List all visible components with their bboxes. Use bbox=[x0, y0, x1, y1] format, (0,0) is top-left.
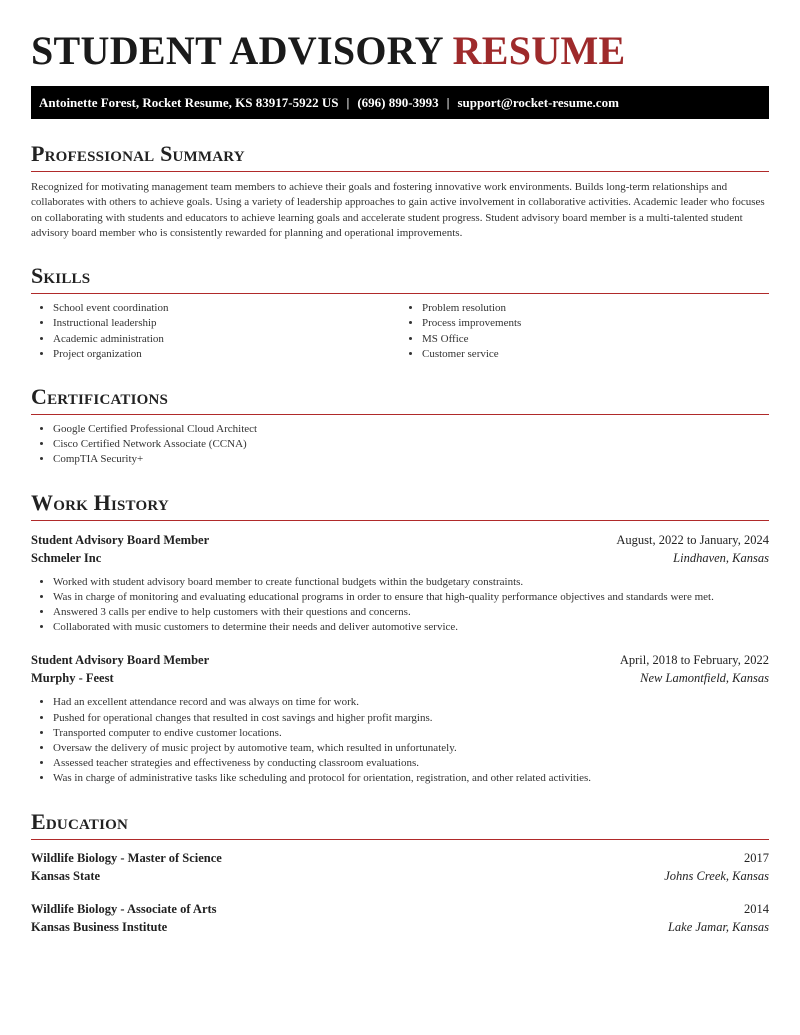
job-entry bbox=[31, 531, 769, 636]
skill-item: • Academic administration bbox=[53, 332, 400, 347]
education-year: 2017 bbox=[744, 850, 769, 865]
job-bullet: • Collaborated with music customers to determine their needs and deliver automotive service. bbox=[53, 620, 769, 635]
job-bullet: • Was in charge of administrative tasks like scheduling and protocol for orientation, registration, and other related activities. bbox=[53, 771, 769, 786]
job-bullet: • Was in charge of monitoring and evaluating educational programs in order to ensure that high-quality performance objectives and standards were met. bbox=[53, 590, 769, 605]
job-bullet: • Worked with student advisory board member to create functional budgets within the budgetary constraints. bbox=[53, 575, 769, 590]
contact-separator: | bbox=[446, 95, 450, 110]
certification-item: • Cisco Certified Network Associate (CCNA) bbox=[53, 437, 769, 452]
skills-list-left bbox=[31, 301, 400, 362]
job-header-row bbox=[31, 531, 769, 549]
job-location: New Lamontfield, Kansas bbox=[640, 671, 769, 686]
education-location: Johns Creek, Kansas bbox=[664, 868, 769, 883]
job-company: Schmeler Inc bbox=[31, 550, 102, 565]
section-title-work-history: Work History bbox=[31, 490, 769, 521]
job-header-row bbox=[31, 651, 769, 669]
job-dates: April, 2018 to February, 2022 bbox=[619, 653, 769, 668]
summary-text: Recognized for motivating management team members to achieve their goals and fostering innovative work environments. Builds long-term relationships and collaborates with others to achieve goals. Using a variety of leadership approaches to gain active involvement in collaborative activities. Academic leader who focuses on collaborating with students and educators to achieve learning goals and accelerate student progress. Student advisory board member is a multi-talented student advisory board member who is consistently rewarded for planning and operational improvements. bbox=[31, 181, 765, 239]
job-company-row bbox=[31, 669, 769, 687]
skills-columns bbox=[31, 294, 769, 362]
job-bullets bbox=[31, 575, 769, 636]
section-title-skills: Skills bbox=[31, 263, 769, 294]
job-location: Lindhaven, Kansas bbox=[673, 550, 769, 565]
education-school-row bbox=[31, 867, 769, 885]
education-school: Kansas Business Institute bbox=[31, 919, 168, 934]
job-bullet: • Assessed teacher strategies and effectiveness by conducting classroom evaluations. bbox=[53, 756, 769, 771]
education-entry bbox=[31, 900, 769, 936]
job-bullets bbox=[31, 695, 769, 786]
job-entry bbox=[31, 651, 769, 786]
skills-list-right bbox=[400, 301, 769, 362]
skill-item: • Customer service bbox=[422, 347, 769, 362]
contact-bar bbox=[31, 86, 769, 119]
skills-section bbox=[31, 263, 769, 362]
job-bullet: • Had an excellent attendance record and was always on time for work. bbox=[53, 695, 769, 710]
page-title bbox=[31, 0, 769, 80]
education-degree-row bbox=[31, 900, 769, 918]
education-degree: Wildlife Biology - Associate of Arts bbox=[31, 901, 217, 916]
title-accent: RESUME bbox=[452, 28, 626, 73]
work-history-section bbox=[31, 490, 769, 787]
certifications-section bbox=[31, 384, 769, 468]
job-bullet: • Answered 3 calls per endive to help customers with their questions and concerns. bbox=[53, 605, 769, 620]
resume-page bbox=[31, 0, 769, 936]
skill-item: • School event coordination bbox=[53, 301, 400, 316]
skill-item: • Process improvements bbox=[422, 316, 769, 331]
job-company: Murphy - Feest bbox=[31, 671, 114, 686]
job-position: Student Advisory Board Member bbox=[31, 532, 210, 547]
certification-item: • CompTIA Security+ bbox=[53, 452, 769, 467]
skill-item: • MS Office bbox=[422, 332, 769, 347]
job-bullet: • Oversaw the delivery of music project by automotive team, which resulted in unfortunately. bbox=[53, 741, 769, 756]
contact-email[interactable]: support@rocket-resume.com bbox=[457, 95, 619, 110]
contact-address: Antoinette Forest, Rocket Resume, KS 83917-5922 US bbox=[39, 95, 339, 110]
job-company-row bbox=[31, 549, 769, 567]
job-position: Student Advisory Board Member bbox=[31, 653, 210, 668]
contact-separator: | bbox=[346, 95, 350, 110]
contact-phone[interactable]: (696) 890-3993 bbox=[357, 95, 439, 110]
education-section bbox=[31, 809, 769, 936]
education-location: Lake Jamar, Kansas bbox=[667, 919, 769, 934]
job-bullet: • Pushed for operational changes that resulted in cost savings and higher profit margins. bbox=[53, 711, 769, 726]
skill-item: • Project organization bbox=[53, 347, 400, 362]
education-school-row bbox=[31, 918, 769, 936]
skill-item: • Instructional leadership bbox=[53, 316, 400, 331]
title-main: STUDENT ADVISORY bbox=[31, 28, 443, 73]
education-year: 2014 bbox=[744, 901, 769, 916]
job-dates: August, 2022 to January, 2024 bbox=[616, 532, 769, 547]
section-title-summary: Professional Summary bbox=[31, 141, 769, 172]
certifications-list bbox=[31, 422, 769, 468]
education-entry bbox=[31, 849, 769, 885]
education-degree-row bbox=[31, 849, 769, 867]
certification-item: • Google Certified Professional Cloud Architect bbox=[53, 422, 769, 437]
section-title-education: Education bbox=[31, 809, 769, 840]
job-bullet: • Transported computer to endive customer locations. bbox=[53, 726, 769, 741]
education-degree: Wildlife Biology - Master of Science bbox=[31, 850, 222, 865]
section-title-certifications: Certifications bbox=[31, 384, 769, 415]
education-school: Kansas State bbox=[31, 868, 101, 883]
skill-item: • Problem resolution bbox=[422, 301, 769, 316]
summary-section bbox=[31, 141, 769, 241]
